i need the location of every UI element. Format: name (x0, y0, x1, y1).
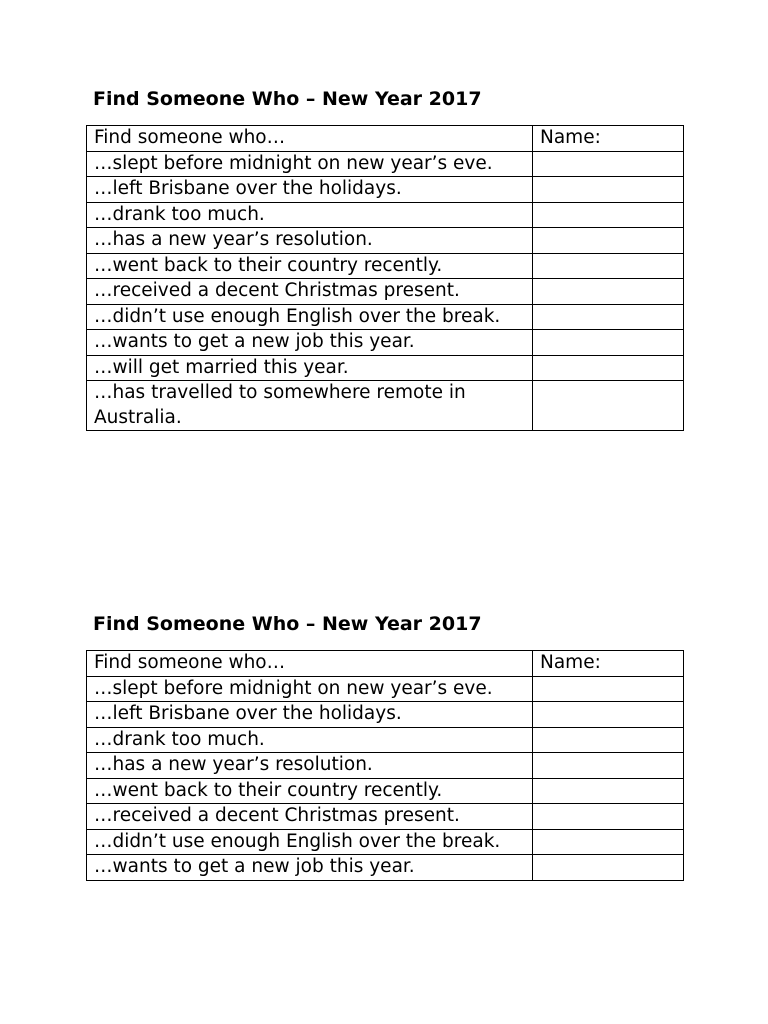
name-cell (533, 855, 684, 881)
name-cell (533, 702, 684, 728)
table-row (87, 753, 684, 779)
table-row (87, 676, 684, 702)
prompt-cell: …went back to their country recently. (87, 253, 533, 279)
table-row (87, 829, 684, 855)
prompt-cell: …wants to get a new job this year. (87, 330, 533, 356)
worksheet-title: Find Someone Who – New Year 2017 (93, 613, 482, 635)
worksheet-title: Find Someone Who – New Year 2017 (93, 88, 482, 110)
prompt-header-cell: Find someone who… (87, 651, 533, 677)
name-cell (533, 804, 684, 830)
name-cell (533, 151, 684, 177)
table-row (87, 381, 684, 431)
table-row (87, 177, 684, 203)
name-cell (533, 829, 684, 855)
prompt-cell: …left Brisbane over the holidays. (87, 177, 533, 203)
prompt-cell: …went back to their country recently. (87, 778, 533, 804)
prompt-cell: …has travelled to somewhere remote in Australia. (87, 381, 533, 431)
prompt-cell: …received a decent Christmas present. (87, 279, 533, 305)
name-cell (533, 727, 684, 753)
name-header-cell: Name: (533, 126, 684, 152)
find-someone-table (86, 650, 684, 881)
name-cell (533, 753, 684, 779)
table-row (87, 304, 684, 330)
prompt-cell: …didn’t use enough English over the break. (87, 829, 533, 855)
name-cell (533, 253, 684, 279)
table-row (87, 804, 684, 830)
table-row (87, 228, 684, 254)
table-row (87, 279, 684, 305)
prompt-cell: …received a decent Christmas present. (87, 804, 533, 830)
find-someone-table (86, 125, 684, 431)
prompt-cell: …left Brisbane over the holidays. (87, 702, 533, 728)
name-cell (533, 355, 684, 381)
prompt-cell: …slept before midnight on new year’s eve. (87, 676, 533, 702)
prompt-cell: …has a new year’s resolution. (87, 753, 533, 779)
table-row (87, 355, 684, 381)
name-cell (533, 279, 684, 305)
prompt-cell: …drank too much. (87, 727, 533, 753)
prompt-cell: …didn’t use enough English over the break. (87, 304, 533, 330)
prompt-cell: …slept before midnight on new year’s eve. (87, 151, 533, 177)
prompt-cell: …drank too much. (87, 202, 533, 228)
table-row (87, 202, 684, 228)
name-cell (533, 676, 684, 702)
name-cell (533, 330, 684, 356)
prompt-cell: …has a new year’s resolution. (87, 228, 533, 254)
table-row (87, 778, 684, 804)
worksheet-2 (86, 613, 683, 881)
table-row (87, 702, 684, 728)
table-header-row (87, 126, 684, 152)
name-header-cell: Name: (533, 651, 684, 677)
prompt-cell: …will get married this year. (87, 355, 533, 381)
name-cell (533, 304, 684, 330)
worksheet-1 (86, 88, 683, 431)
name-cell (533, 228, 684, 254)
prompt-cell: …wants to get a new job this year. (87, 855, 533, 881)
table-row (87, 253, 684, 279)
name-cell (533, 177, 684, 203)
name-cell (533, 778, 684, 804)
table-row (87, 855, 684, 881)
table-row (87, 151, 684, 177)
table-header-row (87, 651, 684, 677)
table-row (87, 727, 684, 753)
name-cell (533, 202, 684, 228)
table-row (87, 330, 684, 356)
prompt-header-cell: Find someone who… (87, 126, 533, 152)
name-cell (533, 381, 684, 431)
